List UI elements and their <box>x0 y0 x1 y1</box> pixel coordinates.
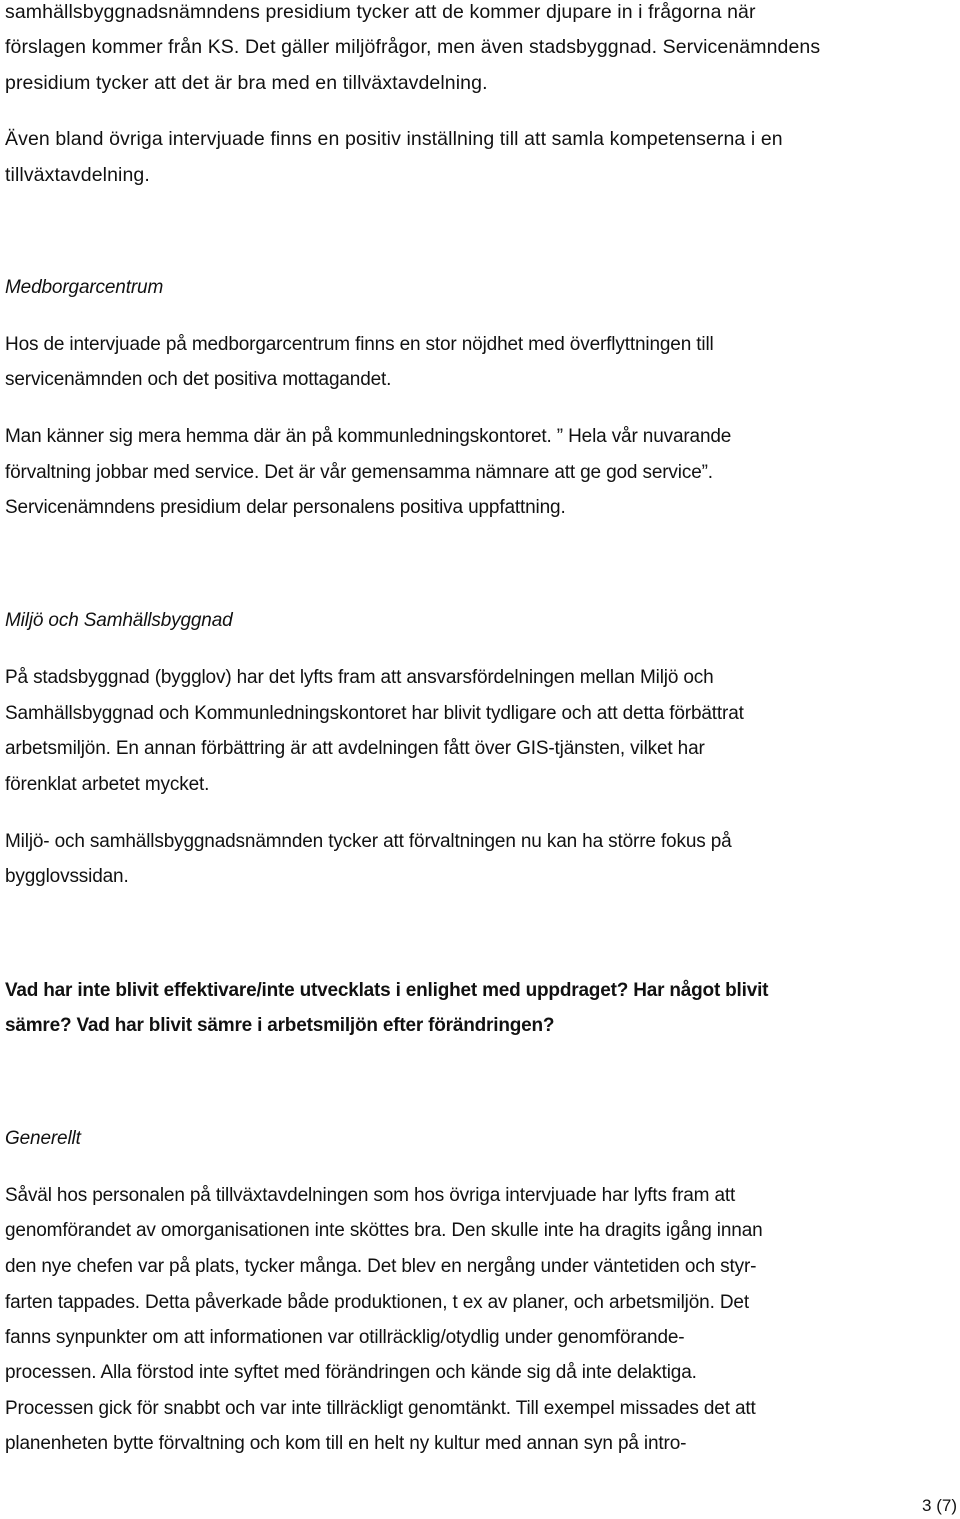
section-heading: Generellt <box>5 1128 81 1149</box>
text-line: arbetsmiljön. En annan förbättring är att avdelningen fått över GIS-tjänsten, vilket har <box>5 738 705 759</box>
text-line: Man känner sig mera hemma där än på kommunledningskontoret. ” Hela vår nuvarande <box>5 426 732 447</box>
text-line: presidium tycker att det är bra med en tillväxtavdelning. <box>5 72 488 94</box>
text-line: servicenämnden och det positiva mottagandet. <box>5 369 392 390</box>
text-line: På stadsbyggnad (bygglov) har det lyfts fram att ansvarsfördelningen mellan Miljö och <box>5 667 714 688</box>
text-line: förenklat arbetet mycket. <box>5 774 210 795</box>
text-line: den nye chefen var på plats, tycker många. Det blev en nergång under väntetiden och styr- <box>5 1256 757 1277</box>
question-heading: sämre? Vad har blivit sämre i arbetsmiljön efter förändringen? <box>5 1015 555 1036</box>
text-line: fanns synpunkter om att informationen var otillräcklig/otydlig under genomförande- <box>5 1327 685 1348</box>
text-line: Även bland övriga intervjuade finns en positiv inställning till att samla kompetenserna i en <box>5 128 783 150</box>
text-line: förvaltning jobbar med service. Det är vår gemensamma nämnare att ge god service”. <box>5 462 713 483</box>
page-number: 3 (7) <box>922 1496 957 1515</box>
section-heading: Miljö och Samhällsbyggnad <box>5 610 233 631</box>
text-line: Miljö- och samhällsbyggnadsnämnden tycker att förvaltningen nu kan ha större fokus på <box>5 831 732 852</box>
section-heading: Medborgarcentrum <box>5 277 164 298</box>
text-line: samhällsbyggnadsnämndens presidium tycker att de kommer djupare in i frågorna när <box>5 1 756 23</box>
question-heading: Vad har inte blivit effektivare/inte utvecklats i enlighet med uppdraget? Har något blivit <box>5 980 769 1001</box>
text-line: genomförandet av omorganisationen inte sköttes bra. Den skulle inte ha dragits igång innan <box>5 1220 763 1241</box>
text-line: tillväxtavdelning. <box>5 164 150 186</box>
text-line: Servicenämndens presidium delar personalens positiva uppfattning. <box>5 497 566 518</box>
text-line: bygglovssidan. <box>5 866 129 887</box>
text-line: planenheten bytte förvaltning och kom till en helt ny kultur med annan syn på intro- <box>5 1433 687 1454</box>
text-line: Samhällsbyggnad och Kommunledningskontoret har blivit tydligare och att detta förbättrat <box>5 703 744 724</box>
text-line: Processen gick för snabbt och var inte tillräckligt genomtänkt. Till exempel missades det att <box>5 1398 756 1419</box>
text-line: processen. Alla förstod inte syftet med förändringen och kände sig då inte delaktiga. <box>5 1362 697 1383</box>
text-line: farten tappades. Detta påverkade både produktionen, t ex av planer, och arbetsmiljön. Det <box>5 1292 749 1313</box>
text-line: Såväl hos personalen på tillväxtavdelningen som hos övriga intervjuade har lyfts fram att <box>5 1185 736 1206</box>
text-line: Hos de intervjuade på medborgarcentrum finns en stor nöjdhet med överflyttningen till <box>5 334 714 355</box>
text-line: förslagen kommer från KS. Det gäller miljöfrågor, men även stadsbyggnad. Servicenämndens <box>5 36 821 58</box>
